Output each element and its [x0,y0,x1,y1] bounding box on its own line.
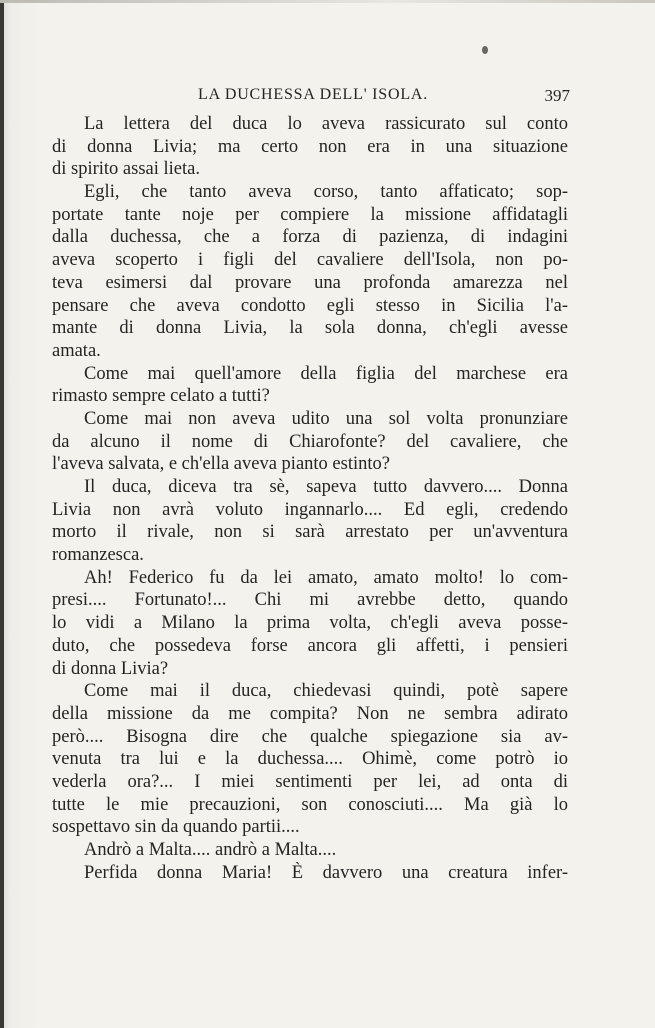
text-line: Egli, che tanto aveva corso, tanto affaticato; sop- [84,182,568,203]
text-line: romanzesca. [52,545,144,566]
page-top-edge [0,0,655,3]
text-line: lo vidi a Milano la prima volta, ch'egli aveva posse- [52,613,568,634]
text-line: aveva scoperto i figli del cavaliere dell'Isola, non po- [52,250,568,271]
running-header [52,86,570,108]
body-text [52,113,568,884]
text-line: Ah! Federico fu da lei amato, amato molto! lo com- [84,567,568,588]
text-line: dalla duchessa, che a forza di pazienza, di indagini [52,227,568,248]
text-line: morto il rivale, non si sarà arrestato per un'avventura [52,522,568,543]
text-line: presi.... Fortunato!... Chi mi avrebbe detto, quando [52,590,568,611]
text-line: Come mai quell'amore della figlia del marchese era [84,363,568,384]
text-line: della missione da me compita? Non ne sembra adirato [52,703,568,724]
text-line: La lettera del duca lo aveva rassicurato sul conto [84,114,568,134]
text-line: Livia non avrà voluto ingannarlo.... Ed egli, credendo [52,499,568,520]
text-line: mante di donna Livia, la sola donna, ch'egli avesse [52,318,568,339]
text-line: Come mai il duca, chiedevasi quindi, potè sapere [84,681,568,702]
text-line: tutte le mie precauzioni, son conosciuti.... Ma già lo [52,794,568,815]
text-line: però.... Bisogna dire che qualche spiegazione sia av- [52,726,568,747]
text-line: teva esimersi dal provare una profonda amarezza nel [52,272,568,293]
text-line: sospettavo sin da quando partii.... [52,817,300,838]
text-line: duto, che possedeva forse ancora gli affetti, i pensieri [52,635,568,656]
text-line: Come mai non aveva udito una sol volta pronunziare [84,408,568,429]
text-line: venuta tra lui e la duchessa.... Ohimè, come potrò io [52,749,568,770]
text-line: rimasto sempre celato a tutti? [52,386,270,407]
text-line: di donna Livia; ma certo non era in una situazione [52,136,568,157]
text-line: amata. [52,340,101,361]
text-line: Andrò a Malta.... andrò a Malta.... [84,840,337,860]
text-line: l'aveva salvata, e ch'ella aveva pianto estinto? [52,454,390,475]
running-title: LA DUCHESSA DELL' ISOLA. [198,86,429,103]
text-line: Perfida donna Maria! È davvero una creatura infer- [84,862,568,883]
page-number: 397 [544,86,570,105]
text-line: pensare che aveva condotto egli stesso in Sicilia l'a- [52,295,568,316]
book-spine-edge [0,0,4,1028]
text-line: di donna Livia? [52,658,169,679]
text-line: da alcuno il nome di Chiarofonte? del cavaliere, che [52,431,568,452]
text-line: vederla ora?... I miei sentimenti per lei, ad onta di [52,771,568,792]
text-line: portate tante noje per compiere la missione affidatagli [52,204,568,225]
text-line: di spirito assai lieta. [52,159,200,180]
ink-speck [482,46,488,54]
text-line: Il duca, diceva tra sè, sapeva tutto davvero.... Donna [84,477,568,497]
